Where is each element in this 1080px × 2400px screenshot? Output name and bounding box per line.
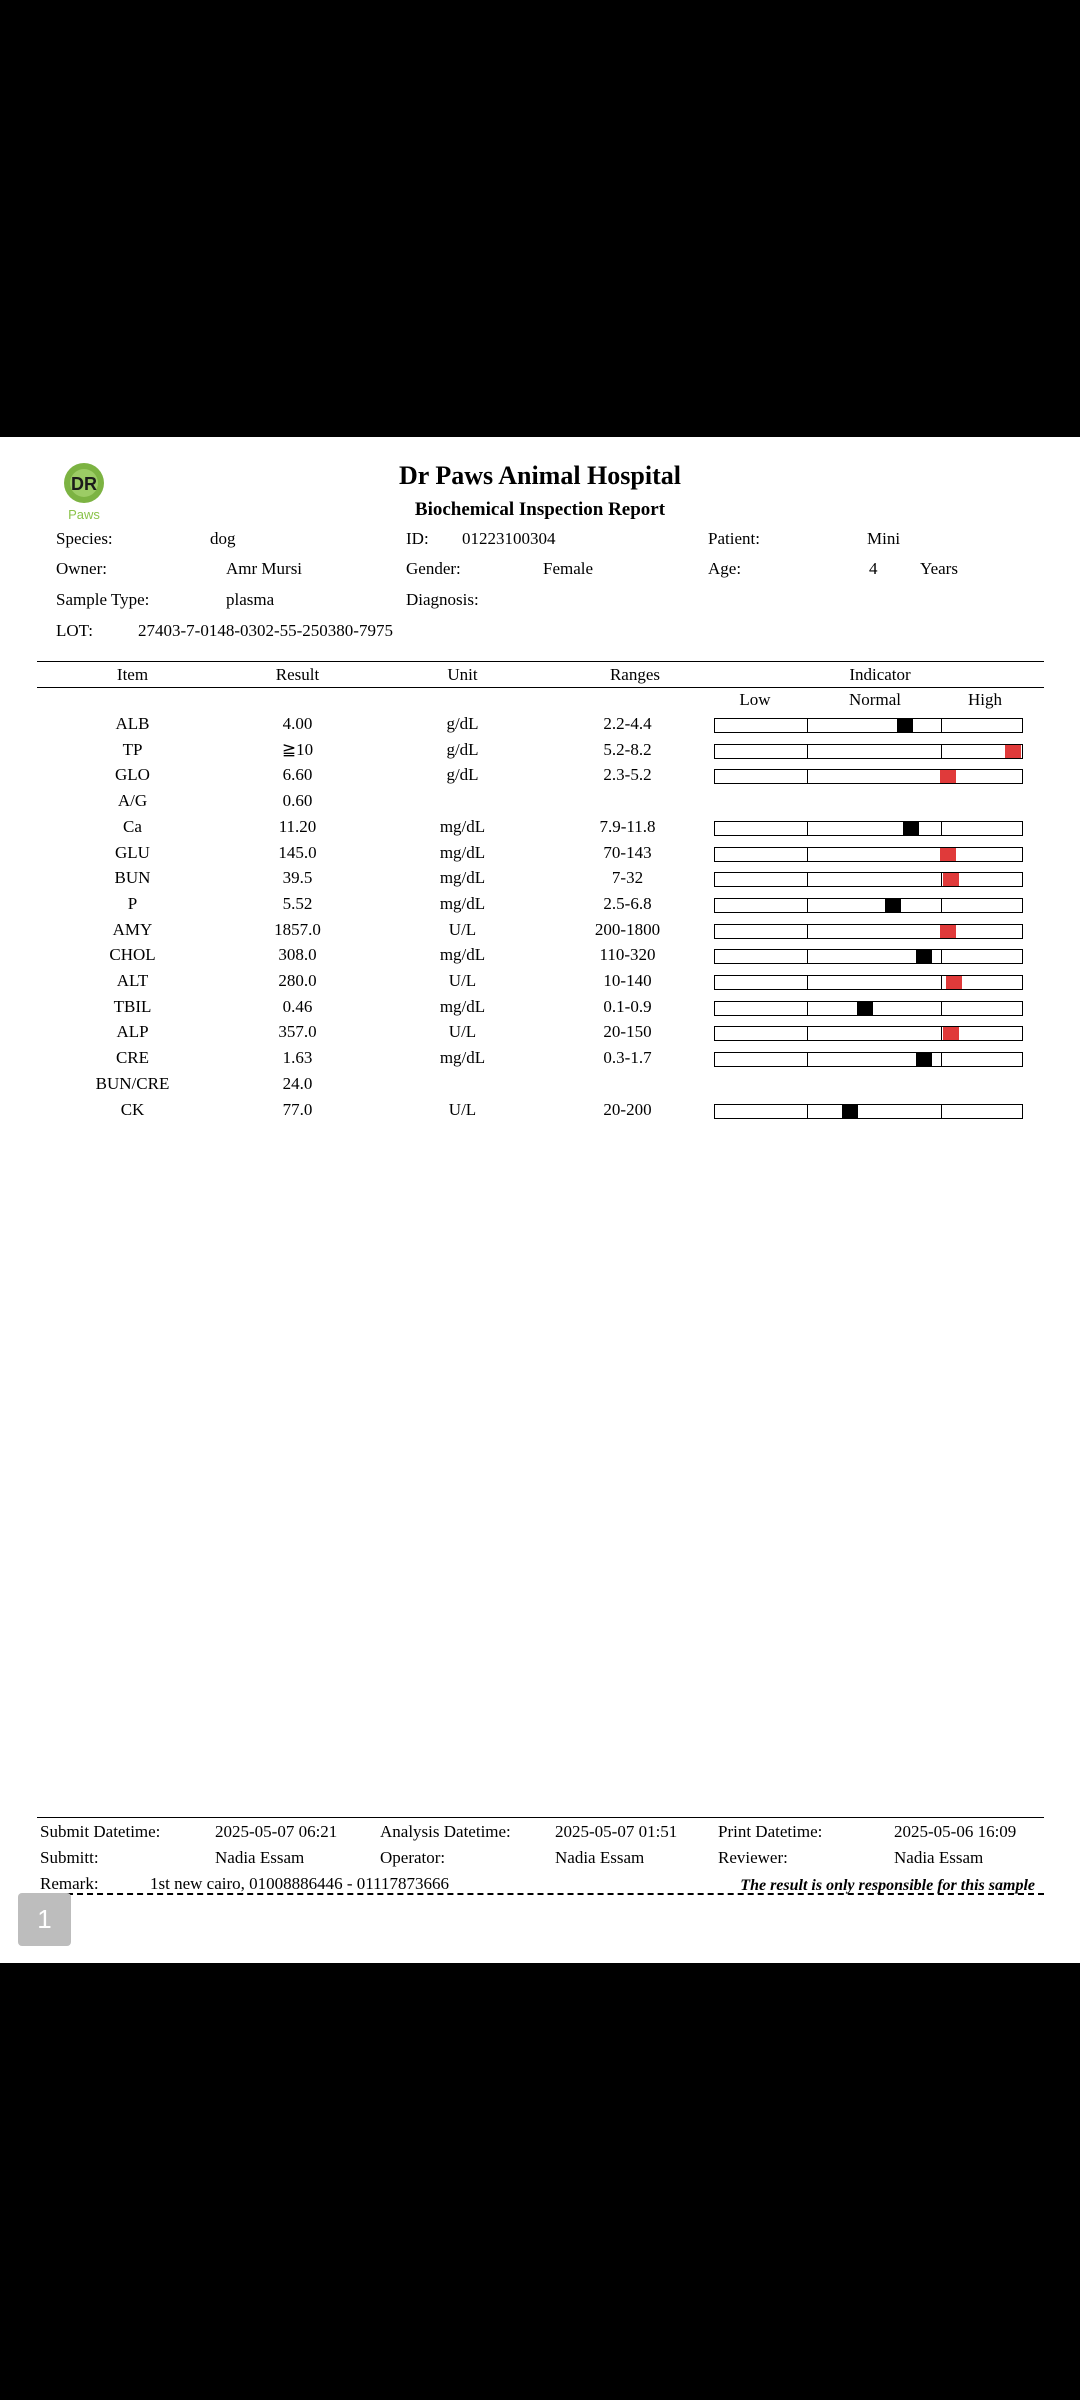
row-range: 5.2-8.2 (603, 740, 652, 759)
indicator-high-label: High (968, 690, 1002, 709)
row-unit: mg/dL (439, 843, 486, 862)
indicator-marker (940, 770, 956, 783)
report-page (0, 437, 1080, 1963)
gender-value: Female (543, 559, 594, 578)
indicator-bar (714, 718, 1023, 733)
page-number-button[interactable]: 1 (18, 1893, 71, 1946)
indicator-marker (916, 1053, 932, 1066)
row-result: 0.46 (282, 997, 313, 1016)
indicator-marker (943, 873, 959, 886)
indicator-bar (714, 872, 1023, 887)
indicator-low-divider (807, 1052, 808, 1067)
lot-value: 27403-7-0148-0302-55-250380-7975 (138, 621, 393, 640)
indicator-low-divider (807, 744, 808, 759)
row-result: 1857.0 (274, 920, 321, 939)
row-item: ALP (116, 1022, 149, 1041)
table-header-rule (37, 687, 1044, 688)
operator-label: Operator: (380, 1848, 446, 1867)
row-unit: mg/dL (439, 868, 486, 887)
row-range: 2.2-4.4 (603, 714, 652, 733)
operator-value: Nadia Essam (555, 1848, 645, 1867)
row-item: ALT (116, 971, 149, 990)
row-unit: g/dL (446, 740, 479, 759)
indicator-marker (857, 1002, 873, 1015)
submitter-value: Nadia Essam (215, 1848, 305, 1867)
row-item: P (127, 894, 138, 913)
row-unit: g/dL (446, 714, 479, 733)
row-result: 4.00 (282, 714, 313, 733)
indicator-bar (714, 744, 1023, 759)
indicator-high-divider (941, 949, 942, 964)
row-unit: mg/dL (439, 945, 486, 964)
col-header-ranges: Ranges (609, 665, 661, 684)
row-result: 145.0 (278, 843, 317, 862)
row-item: A/G (117, 791, 148, 810)
row-range: 200-1800 (594, 920, 661, 939)
id-label: ID: (406, 529, 429, 548)
row-unit: U/L (448, 920, 477, 939)
report-title: Biochemical Inspection Report (414, 499, 666, 520)
row-result: 308.0 (278, 945, 317, 964)
col-header-indicator: Indicator (849, 665, 911, 684)
row-result: 280.0 (278, 971, 317, 990)
row-item: CHOL (109, 945, 156, 964)
row-result: 24.0 (282, 1074, 313, 1093)
indicator-marker (946, 976, 962, 989)
sample-type-label: Sample Type: (56, 590, 150, 609)
gender-label: Gender: (406, 559, 461, 578)
indicator-low-divider (807, 769, 808, 784)
age-value: 4 (869, 559, 878, 578)
indicator-bar (714, 847, 1023, 862)
dashed-separator (37, 1893, 1044, 1895)
row-item: BUN/CRE (95, 1074, 170, 1093)
indicator-high-divider (941, 1026, 942, 1041)
indicator-normal-label: Normal (849, 690, 901, 709)
print-datetime-value: 2025-05-06 16:09 (894, 1822, 1017, 1841)
row-result: 6.60 (282, 765, 313, 784)
row-unit: U/L (448, 1100, 477, 1119)
svg-text:DR: DR (71, 474, 97, 494)
indicator-high-divider (941, 1104, 942, 1119)
indicator-bar (714, 769, 1023, 784)
row-range: 20-150 (603, 1022, 652, 1041)
row-range: 0.3-1.7 (603, 1048, 652, 1067)
row-item: CK (120, 1100, 145, 1119)
indicator-marker (897, 719, 913, 732)
row-range: 7.9-11.8 (599, 817, 656, 836)
disclaimer: The result is only responsible for this sample (740, 1877, 1035, 1894)
row-result: ≧10 (281, 740, 314, 759)
indicator-low-divider (807, 898, 808, 913)
row-result: 77.0 (282, 1100, 313, 1119)
row-item: BUN (114, 868, 151, 887)
submit-datetime-label: Submit Datetime: (40, 1822, 161, 1841)
indicator-low-divider (807, 949, 808, 964)
indicator-bar (714, 949, 1023, 964)
submitter-label: Submitt: (40, 1848, 99, 1867)
indicator-low-divider (807, 975, 808, 990)
indicator-high-divider (941, 744, 942, 759)
indicator-low-divider (807, 872, 808, 887)
row-item: Ca (123, 817, 142, 836)
row-range: 70-143 (603, 843, 652, 862)
remark-value: 1st new cairo, 01008886446 - 01117873666 (150, 1874, 450, 1893)
row-range: 7-32 (611, 868, 644, 887)
row-item: TP (122, 740, 143, 759)
reviewer-label: Reviewer: (718, 1848, 788, 1867)
indicator-high-divider (941, 718, 942, 733)
indicator-marker (943, 1027, 959, 1040)
footer-rule (37, 1817, 1044, 1818)
species-label: Species: (56, 529, 113, 548)
row-item: CRE (115, 1048, 150, 1067)
diagnosis-label: Diagnosis: (406, 590, 479, 609)
indicator-marker (940, 925, 956, 938)
row-range: 0.1-0.9 (603, 997, 652, 1016)
indicator-low-divider (807, 1026, 808, 1041)
row-result: 0.60 (282, 791, 313, 810)
indicator-marker (940, 848, 956, 861)
row-range: 10-140 (603, 971, 652, 990)
indicator-high-divider (941, 898, 942, 913)
row-unit: mg/dL (439, 817, 486, 836)
row-range: 2.5-6.8 (603, 894, 652, 913)
owner-value: Amr Mursi (226, 559, 303, 578)
patient-label: Patient: (708, 529, 760, 548)
row-item: GLU (115, 843, 150, 862)
indicator-low-divider (807, 924, 808, 939)
row-item: GLO (115, 765, 150, 784)
analysis-datetime-value: 2025-05-07 01:51 (555, 1822, 678, 1841)
row-unit: U/L (448, 1022, 477, 1041)
indicator-bar (714, 1104, 1023, 1119)
indicator-high-divider (941, 872, 942, 887)
indicator-marker (916, 950, 932, 963)
indicator-bar (714, 1001, 1023, 1016)
hospital-name: Dr Paws Animal Hospital (399, 461, 681, 490)
indicator-marker (842, 1105, 858, 1118)
col-header-result: Result (275, 665, 320, 684)
row-unit: U/L (448, 971, 477, 990)
id-value: 01223100304 (462, 529, 556, 548)
print-datetime-label: Print Datetime: (718, 1822, 823, 1841)
row-result: 1.63 (282, 1048, 313, 1067)
indicator-low-divider (807, 718, 808, 733)
indicator-low-divider (807, 1001, 808, 1016)
sample-type-value: plasma (226, 590, 275, 609)
col-header-unit: Unit (447, 665, 478, 684)
col-header-item: Item (116, 665, 149, 684)
patient-value: Mini (867, 529, 901, 548)
owner-label: Owner: (56, 559, 107, 578)
reviewer-value: Nadia Essam (894, 1848, 984, 1867)
svg-text:Paws: Paws (68, 507, 100, 522)
age-label: Age: (708, 559, 742, 578)
indicator-bar (714, 924, 1023, 939)
age-unit: Years (920, 559, 958, 578)
table-top-rule (37, 661, 1044, 662)
indicator-low-divider (807, 1104, 808, 1119)
row-result: 357.0 (278, 1022, 317, 1041)
indicator-low-label: Low (739, 690, 771, 709)
indicator-high-divider (941, 975, 942, 990)
row-result: 39.5 (282, 868, 313, 887)
indicator-marker (903, 822, 919, 835)
indicator-high-divider (941, 1001, 942, 1016)
row-range: 20-200 (603, 1100, 652, 1119)
row-item: TBIL (113, 997, 152, 1016)
row-unit: mg/dL (439, 894, 486, 913)
row-unit: g/dL (446, 765, 479, 784)
row-range: 110-320 (599, 945, 656, 964)
row-unit: mg/dL (439, 1048, 486, 1067)
row-item: AMY (112, 920, 153, 939)
indicator-marker (1005, 745, 1021, 758)
analysis-datetime-label: Analysis Datetime: (380, 1822, 511, 1841)
lot-label: LOT: (56, 621, 93, 640)
indicator-low-divider (807, 821, 808, 836)
indicator-bar (714, 1026, 1023, 1041)
row-result: 11.20 (278, 817, 317, 836)
indicator-bar (714, 975, 1023, 990)
indicator-bar (714, 898, 1023, 913)
row-item: ALB (115, 714, 150, 733)
indicator-high-divider (941, 1052, 942, 1067)
remark-label: Remark: (40, 1874, 99, 1893)
indicator-high-divider (941, 821, 942, 836)
indicator-bar (714, 1052, 1023, 1067)
row-unit: mg/dL (439, 997, 486, 1016)
row-result: 5.52 (282, 894, 313, 913)
indicator-marker (885, 899, 901, 912)
indicator-bar (714, 821, 1023, 836)
indicator-low-divider (807, 847, 808, 862)
species-value: dog (210, 529, 236, 548)
submit-datetime-value: 2025-05-07 06:21 (215, 1822, 338, 1841)
row-range: 2.3-5.2 (603, 765, 652, 784)
